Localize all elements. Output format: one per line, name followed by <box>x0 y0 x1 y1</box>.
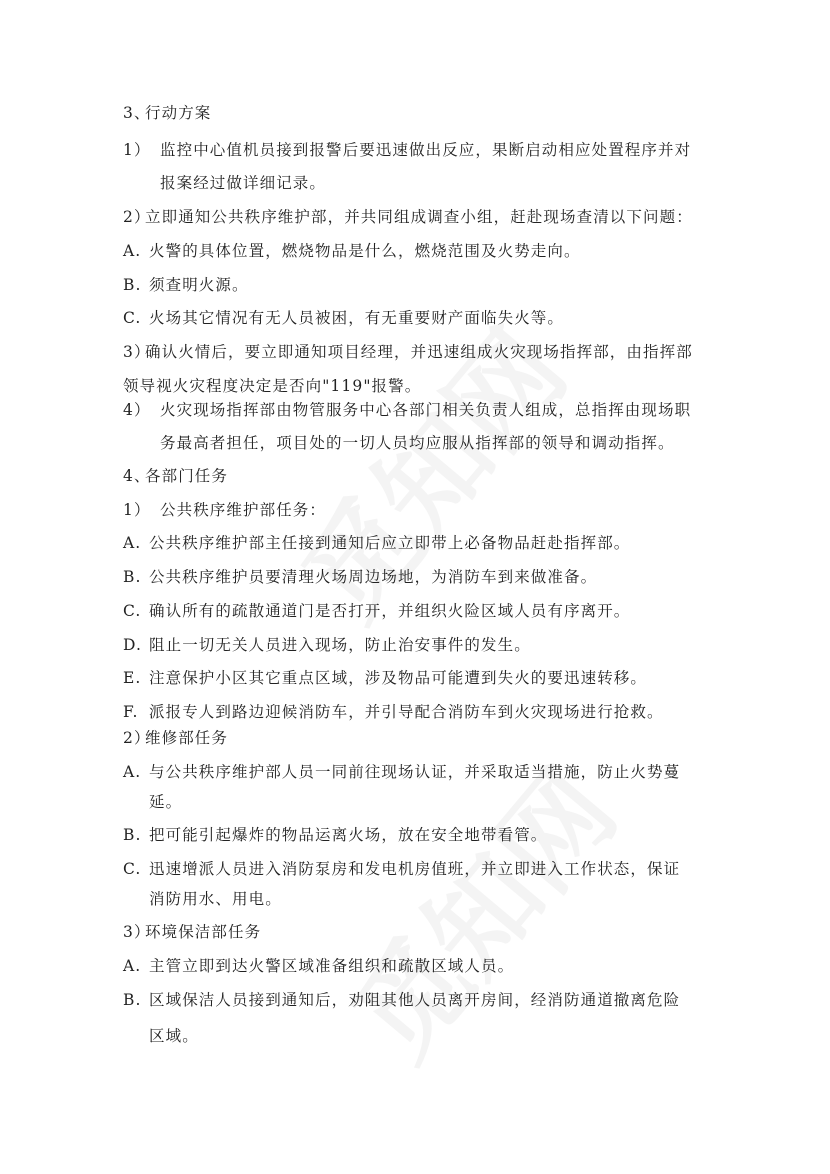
line-text: 确认火情后，要立即通知项目经理，并迅速组成火灾现场指挥部，由指挥部 <box>145 343 693 361</box>
line-text: 行动方案 <box>145 104 212 122</box>
line-marker: B. <box>123 568 142 586</box>
line-marker: 3） <box>123 343 151 361</box>
line-text: 火警的具体位置，燃烧物品是什么，燃烧范围及火势走向。 <box>149 242 581 260</box>
line-marker: B. <box>123 991 142 1009</box>
line-text: 派报专人到路边迎候消防车，并引导配合消防车到火灾现场进行抢救。 <box>149 703 664 721</box>
line-text: 把可能引起爆炸的物品运离火场，放在安全地带看管。 <box>149 826 548 844</box>
line-text: 环境保洁部任务 <box>145 923 262 941</box>
line-marker: 2） <box>123 729 151 747</box>
watermark-bottom <box>337 753 633 1077</box>
line-marker: 4、 <box>123 467 151 485</box>
line-text: 主管立即到达火警区域准备组织和疏散区域人员。 <box>149 957 515 975</box>
line-text: 公共秩序维护员要清理火场周边场地，为消防车到来做准备。 <box>149 568 598 586</box>
line-text: 确认所有的疏散通道门是否打开，并组织火险区域人员有序离开。 <box>149 602 631 620</box>
line-marker: 1） <box>123 501 151 519</box>
line-marker: C. <box>123 309 142 327</box>
line-marker: 4） <box>123 401 151 419</box>
line-marker: A. <box>123 242 142 260</box>
line-marker: B. <box>123 276 142 294</box>
line-text: 火场其它情况有无人员被困，有无重要财产面临失火等。 <box>149 309 565 327</box>
line-marker: 3） <box>123 923 151 941</box>
line-text: 延。 <box>149 793 183 811</box>
line-text: 各部门任务 <box>145 467 229 485</box>
line-marker: B. <box>123 826 142 844</box>
line-marker: E. <box>123 669 142 687</box>
line-text: 消防用水、用电。 <box>149 890 282 908</box>
line-marker: A. <box>123 763 142 781</box>
line-marker: F. <box>123 703 139 721</box>
line-text: 注意保护小区其它重点区域，涉及物品可能遭到失火的要迅速转移。 <box>149 669 648 687</box>
line-text: 领导视火灾程度决定是否向"119"报警。 <box>123 377 422 395</box>
line-text: 务最高者担任，项目处的一切人员均应服从指挥部的领导和调动指挥。 <box>160 434 675 452</box>
line-marker: A. <box>123 534 142 552</box>
line-marker: C. <box>123 602 142 620</box>
line-text: 区域。 <box>149 1027 199 1045</box>
line-text: 监控中心值机员接到报警后要迅速做出反应，果断启动相应处置程序并对 <box>160 141 692 159</box>
line-text: 公共秩序维护部主任接到通知后应立即带上必备物品赶赴指挥部。 <box>149 534 631 552</box>
line-text: 火灾现场指挥部由物管服务中心各部门相关负责人组成，总指挥由现场职 <box>160 401 692 419</box>
line-text: 迅速增派人员进入消防泵房和发电机房值班，并立即进入工作状态，保证 <box>149 860 681 878</box>
line-marker: A. <box>123 957 142 975</box>
line-text: 与公共秩序维护部人员一同前往现场认证，并采取适当措施，防止火势蔓 <box>149 763 681 781</box>
line-marker: D. <box>123 636 143 654</box>
line-marker: 1） <box>123 141 151 159</box>
line-marker: 3、 <box>123 104 151 122</box>
line-text: 公共秩序维护部任务： <box>160 501 327 519</box>
line-marker: 2） <box>123 208 151 226</box>
line-text: 须查明火源。 <box>149 276 249 294</box>
line-text: 阻止一切无关人员进入现场，防止治安事件的发生。 <box>149 636 531 654</box>
line-text: 区域保洁人员接到通知后，劝阻其他人员离开房间，经消防通道撤离危险 <box>149 991 681 1009</box>
line-text: 维修部任务 <box>145 729 229 747</box>
line-text: 立即通知公共秩序维护部，并共同组成调查小组，赶赴现场查清以下问题： <box>145 208 693 226</box>
line-marker: C. <box>123 860 142 878</box>
line-text: 报案经过做详细记录。 <box>160 174 327 192</box>
